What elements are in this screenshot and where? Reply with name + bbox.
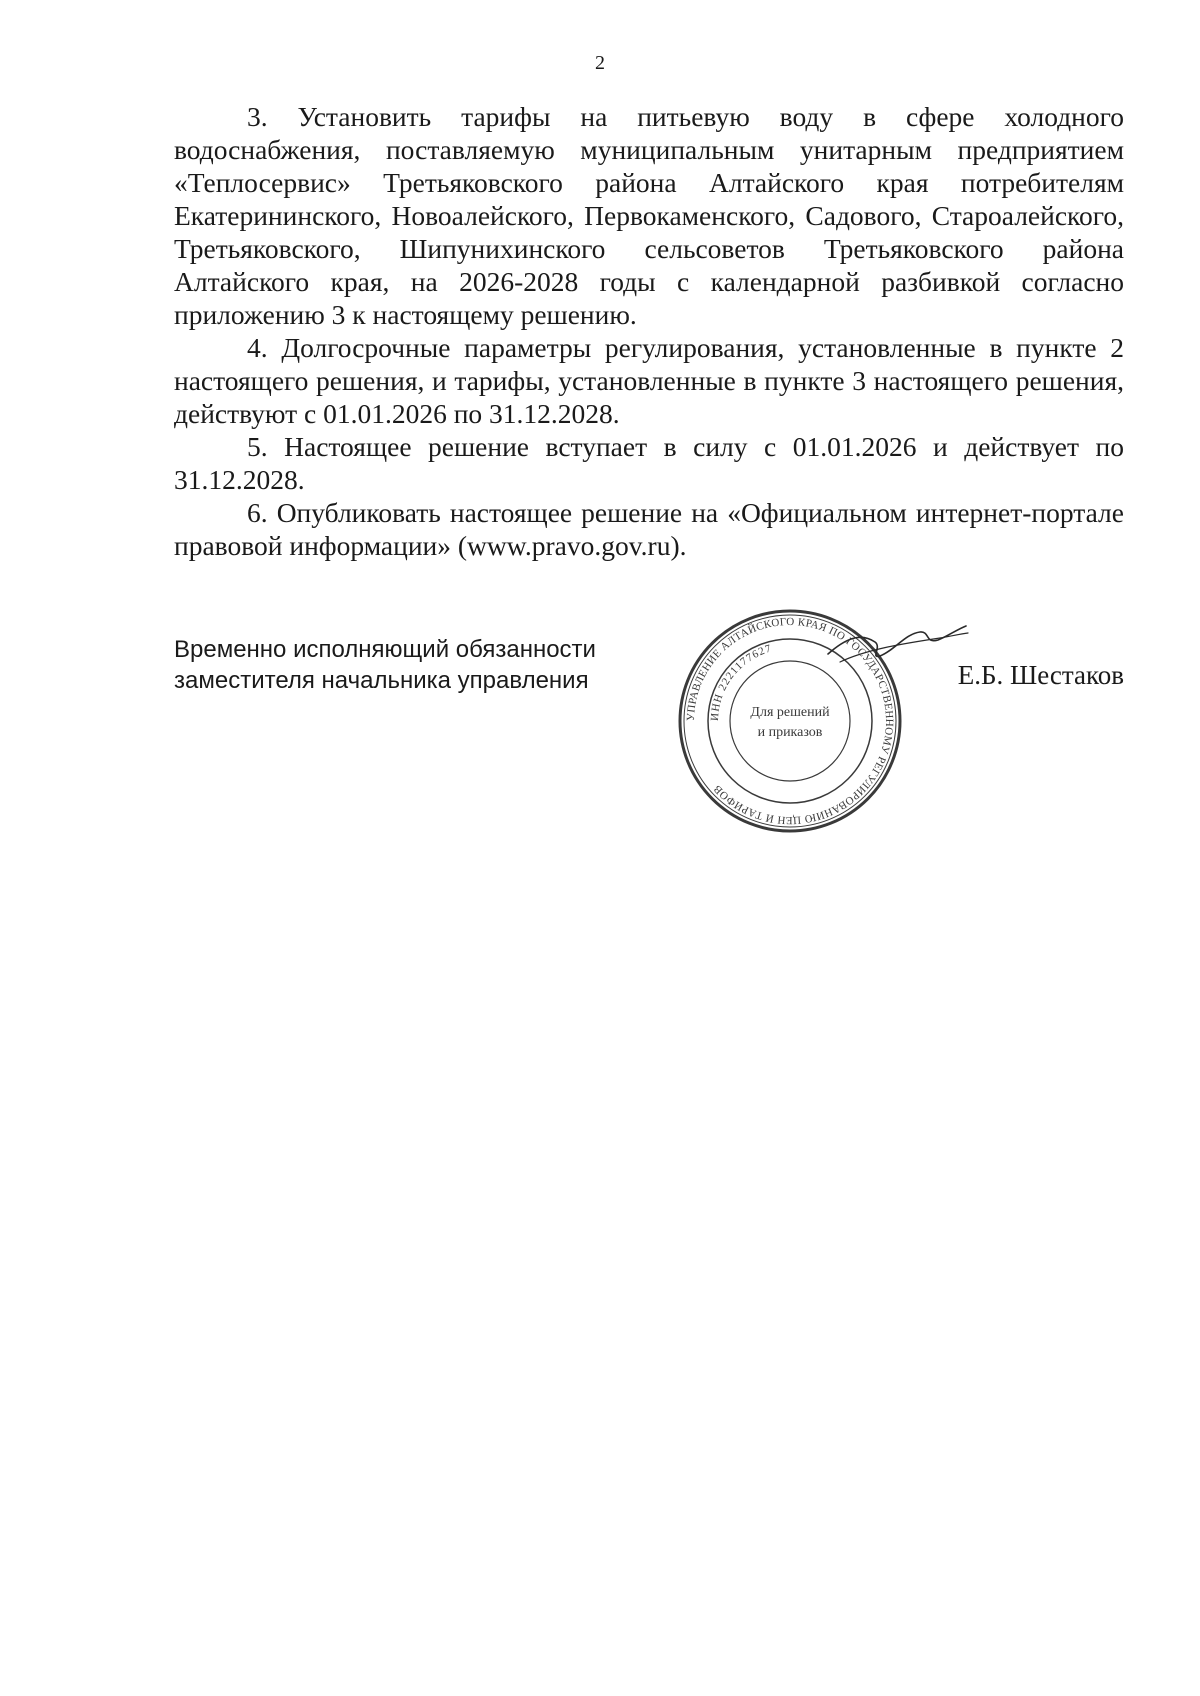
seal-outer-text: УПРАВЛЕНИЕ АЛТАЙСКОГО КРАЯ ПО ГОСУДАРСТВЕННОМУ РЕГУЛИРОВАНИЮ ЦЕН И ТАРИФОВ: [684, 615, 896, 827]
seal-inn-text: ИНН 2221177627: [708, 642, 774, 722]
seal-center-line-1: Для решений: [750, 705, 830, 720]
paragraph-3: 3. Установить тарифы на питьевую воду в сфере холодного водоснабжения, поставляемую муниципальным унитарным предприятием «Теплосервис» Третьяковского района Алтайского края потребителям Екатерининского, Новоалейского, Первокаменского, Садового, Староалейского, Третьяковского, Шипунихинского сельсоветов Третьяковского района Алтайского края, на 2026-2028 годы с календарной разбивкой согласно приложению 3 к настоящему решению.: [174, 101, 1124, 330]
document-body: [174, 100, 1124, 562]
paragraph-5: 5. Настоящее решение вступает в силу с 01.01.2026 и действует по 31.12.2028.: [174, 431, 1124, 495]
signatory-title: [174, 634, 694, 696]
paragraph-6: 6. Опубликовать настоящее решение на «Официальном интернет-портале правовой информации» (www.pravo.gov.ru).: [174, 497, 1124, 561]
page-number: 2: [595, 52, 605, 74]
signatory-name: Е.Б. Шестаков: [957, 660, 1124, 690]
signatory-title-line-1: Временно исполняющий обязанности: [174, 636, 596, 663]
handwritten-signature: [820, 614, 970, 684]
seal-center-line-2: и приказов: [757, 725, 823, 740]
signatory-title-line-2: заместителя начальника управления: [174, 667, 589, 694]
paragraph-4: 4. Долгосрочные параметры регулирования, установленные в пункте 2 настоящего решения, и тарифы, установленные в пункте 3 настоящего решения, действуют с 01.01.2026 по 31.12.2028.: [174, 332, 1124, 429]
